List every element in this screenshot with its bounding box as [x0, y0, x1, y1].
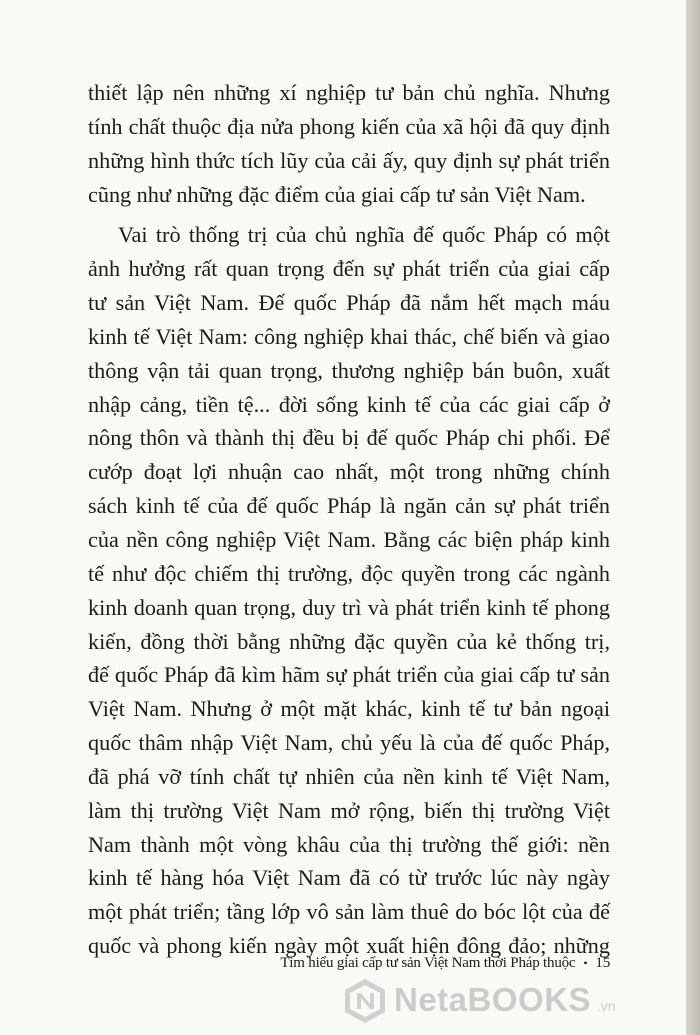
text-line: Việt Nam. Nhưng ở một mặt khác, kinh tế tư bản ngoại — [88, 696, 610, 722]
text-line: đã phá vỡ tính chất tự nhiên của nền kinh tế Việt Nam, — [88, 763, 610, 789]
watermark-brand: NetaBOOKS — [394, 981, 592, 1018]
paragraph-gap — [88, 211, 610, 218]
text-line: quốc thâm nhập Việt Nam, chủ yếu là của đế quốc Pháp, — [88, 730, 610, 756]
text-line: làm thị trường Việt Nam mở rộng, biến thị trường Việt — [88, 797, 610, 823]
text-line: nông thôn và thành thị đều bị đế quốc Pháp chi phối. Để — [88, 425, 610, 451]
watermark — [342, 974, 616, 1026]
text-line: kinh doanh quan trọng, duy trì và phát triển kinh tế phong — [88, 594, 610, 620]
footer-bullet: • — [583, 956, 588, 970]
text-line: tư sản Việt Nam. Đế quốc Pháp đã nắm hết mạch máu — [88, 290, 610, 316]
footer-book-title: Tìm hiểu giai cấp tư sản Việt Nam thời Pháp thuộc — [280, 955, 576, 971]
text-line: cũng như những đặc điểm của giai cấp tư sản Việt Nam. — [88, 181, 586, 207]
watermark-suffix: .vn — [597, 998, 616, 1014]
text-line: kiến, đồng thời bằng những đặc quyền của kẻ thống trị, — [88, 628, 610, 654]
text-line: Vai trò thống trị của chủ nghĩa đế quốc Pháp có một — [118, 222, 610, 248]
text-line: đế quốc Pháp đã kìm hãm sự phát triển của giai cấp tư sản — [88, 662, 610, 688]
body-text — [88, 76, 610, 963]
text-line: một phát triển; tầng lớp vô sản làm thuê do bóc lột của đế — [88, 899, 610, 925]
netabooks-n-logo-icon — [342, 977, 388, 1023]
paragraph-1 — [88, 76, 610, 211]
text-line: của nền công nghiệp Việt Nam. Bằng các biện pháp kinh — [88, 526, 610, 552]
page-number: 15 — [595, 955, 610, 971]
text-line: kinh tế Việt Nam: công nghiệp khai thác, chế biến và giao — [88, 323, 610, 349]
text-line: quốc và phong kiến ngày một xuất hiện đông đảo; những — [88, 933, 610, 959]
text-line: những hình thức tích lũy của cải ấy, quy định sự phát triển — [88, 147, 610, 173]
running-footer — [270, 955, 610, 972]
page-edge-shadow — [686, 0, 700, 1035]
text-line: thông vận tải quan trọng, thương nghiệp bán buôn, xuất — [88, 357, 610, 383]
text-line: tế như độc chiếm thị trường, độc quyền trong các ngành — [88, 560, 610, 586]
text-line: tính chất thuộc địa nửa phong kiến của xã hội đã quy định — [88, 113, 610, 139]
text-line: kinh tế hàng hóa Việt Nam đã có từ trước lúc này ngày — [88, 865, 610, 891]
text-line: sách kinh tế của đế quốc Pháp là ngăn cản sự phát triển — [88, 493, 610, 519]
paragraph-2 — [88, 218, 610, 963]
text-line: Nam thành một vòng khâu của thị trường thế giới: nền — [88, 831, 610, 857]
text-line: ảnh hưởng rất quan trọng đến sự phát triển của giai cấp — [88, 256, 610, 282]
text-line: nhập cảng, tiền tệ... đời sống kinh tế của các giai cấp ở — [88, 391, 610, 417]
text-line: thiết lập nên những xí nghiệp tư bản chủ nghĩa. Nhưng — [88, 80, 610, 105]
text-line: cướp đoạt lợi nhuận cao nhất, một trong những chính — [88, 459, 610, 485]
